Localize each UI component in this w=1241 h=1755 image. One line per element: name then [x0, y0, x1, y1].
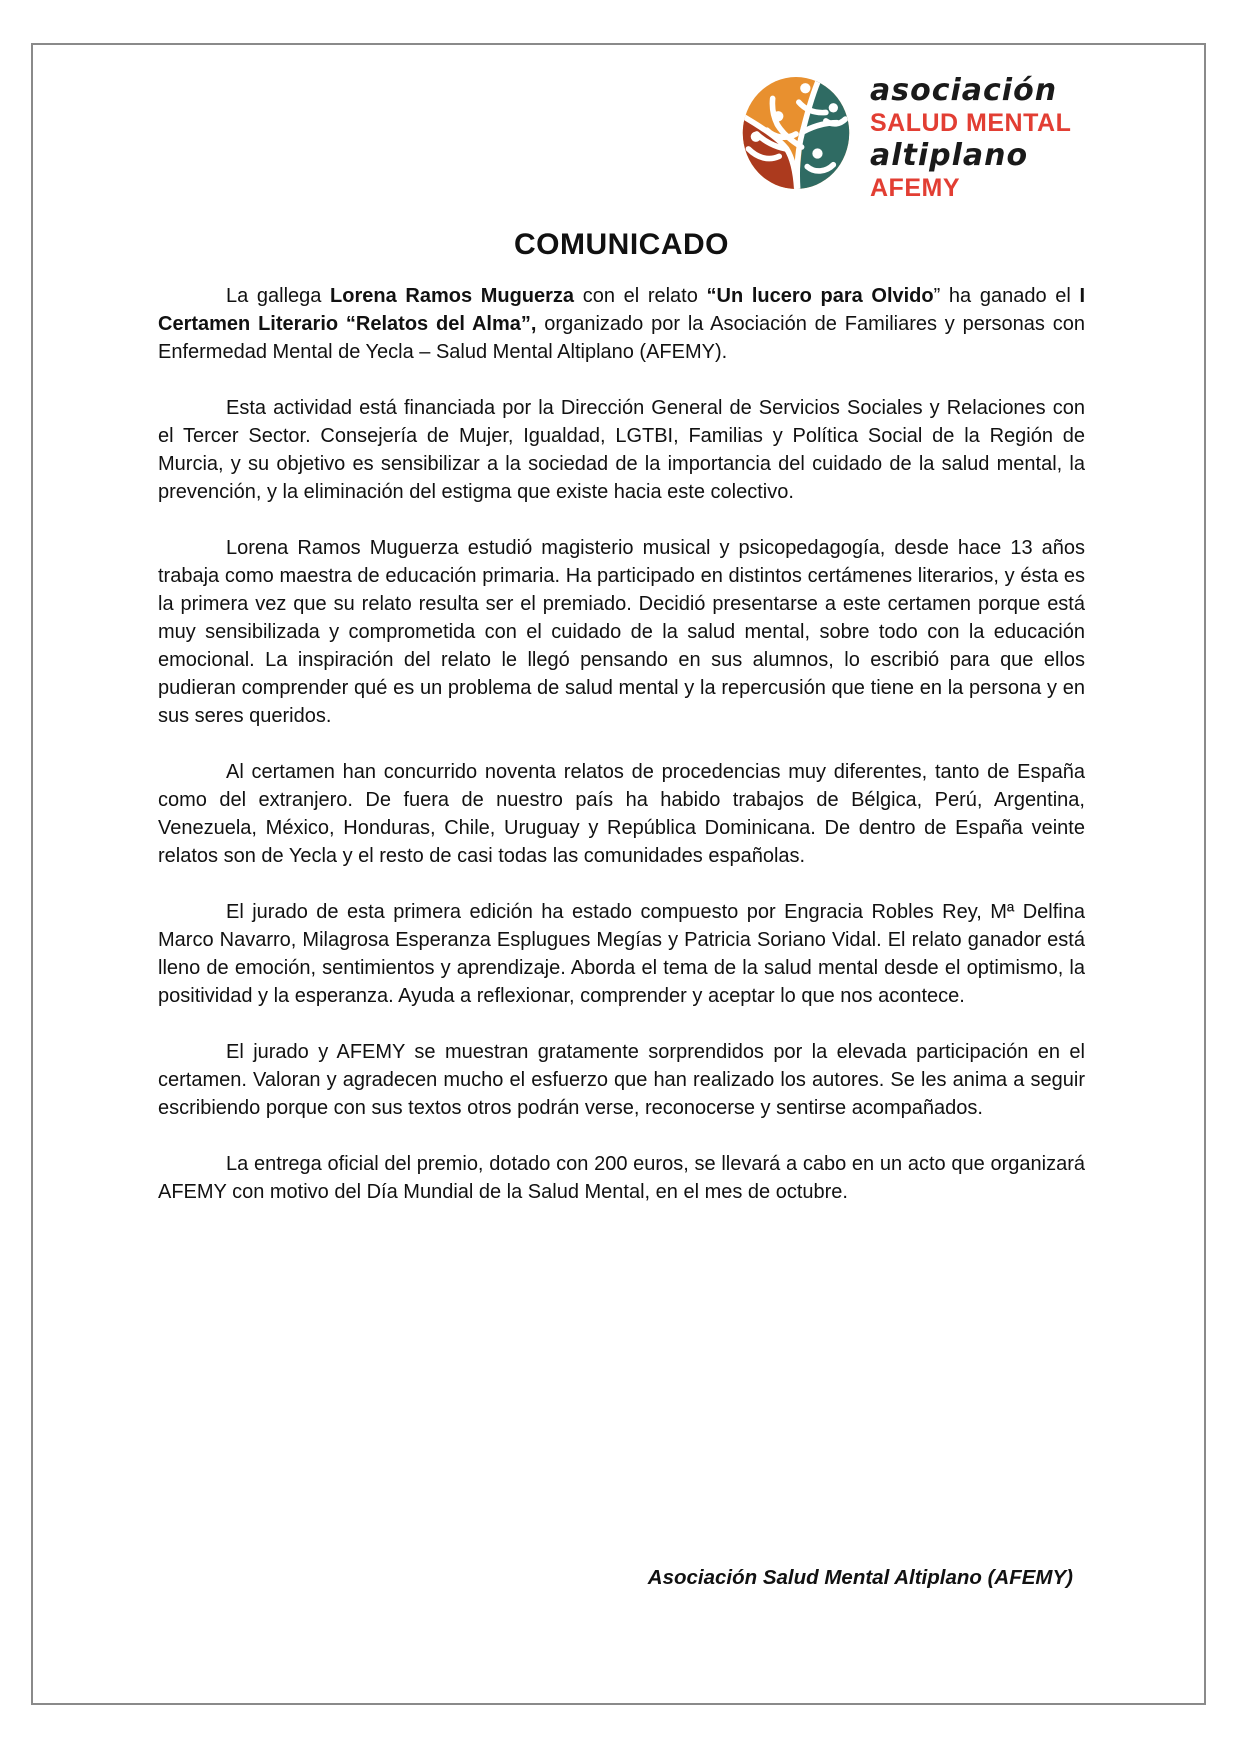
signature-line: Asociación Salud Mental Altiplano (AFEMY): [647, 1566, 1073, 1589]
logo-wordmark: [870, 73, 1072, 206]
logo-line-afemy: AFEMY: [870, 174, 960, 202]
document-body: [158, 282, 1085, 1234]
paragraph: Esta actividad está financiada por la Dirección General de Servicios Sociales y Relaciones con el Tercer Sector. Consejería de Mujer, Igualdad, LGTBI, Familias y Política Social de la Región de Murcia, y su objetivo es sensibilizar a la sociedad de la importancia del cuidado de la salud mental, la prevención, y la eliminación del estigma que existe hacia este colectivo.: [158, 397, 1085, 503]
logo-line-salud-mental: SALUD MENTAL: [870, 109, 1072, 137]
document-title: COMUNICADO: [514, 228, 729, 261]
afemy-logo-icon: [740, 74, 852, 194]
logo-line-altiplano: altiplano: [870, 138, 1029, 173]
paragraph: Al certamen han concurrido noventa relatos de procedencias muy diferentes, tanto de España como del extranjero. De fuera de nuestro país ha habido trabajos de Bélgica, Perú, Argentina, Venezuela, México, Honduras, Chile, Uruguay y República Dominicana. De dentro de España veinte relatos son de Yecla y el resto de casi todas las comunidades españolas.: [158, 761, 1085, 867]
paragraph: La entrega oficial del premio, dotado con 200 euros, se llevará a cabo en un acto que organizará AFEMY con motivo del Día Mundial de la Salud Mental, en el mes de octubre.: [158, 1153, 1085, 1203]
logo-line-asociacion: asociación: [870, 73, 1058, 108]
paragraph: Lorena Ramos Muguerza estudió magisterio musical y psicopedagogía, desde hace 13 años trabaja como maestra de educación primaria. Ha participado en distintos certámenes literarios, y ésta es la primera vez que su relato resulta ser el premiado. Decidió presentarse a este certamen porque está muy sensibilizada y comprometida con el cuidado de la salud mental, sobre todo con la educación emocional. La inspiración del relato le llegó pensando en sus alumnos, lo escribió para que ellos pudieran comprender qué es un problema de salud mental y la repercusión que tiene en la persona y en sus seres queridos.: [158, 537, 1085, 727]
afemy-logo: [740, 74, 1071, 206]
paragraph: El jurado de esta primera edición ha estado compuesto por Engracia Robles Rey, Mª Delfina Marco Navarro, Milagrosa Esperanza Esplugues Megías y Patricia Soriano Vidal. El relato ganador está lleno de emoción, sentimientos y aprendizaje. Aborda el tema de la salud mental desde el optimismo, la positividad y la esperanza. Ayuda a reflexionar, comprender y aceptar lo que nos acontece.: [158, 901, 1085, 1007]
paragraph: La gallega Lorena Ramos Muguerza con el relato “Un lucero para Olvido” ha ganado el I Certamen Literario “Relatos del Alma”, organizado por la Asociación de Familiares y personas con Enfermedad Mental de Yecla – Salud Mental Altiplano (AFEMY).: [158, 285, 1085, 363]
paragraph: El jurado y AFEMY se muestran gratamente sorprendidos por la elevada participación en el certamen. Valoran y agradecen mucho el esfuerzo que han realizado los autores. Se les anima a seguir escribiendo porque con sus textos otros podrán verse, reconocerse y sentirse acompañados.: [158, 1041, 1085, 1119]
